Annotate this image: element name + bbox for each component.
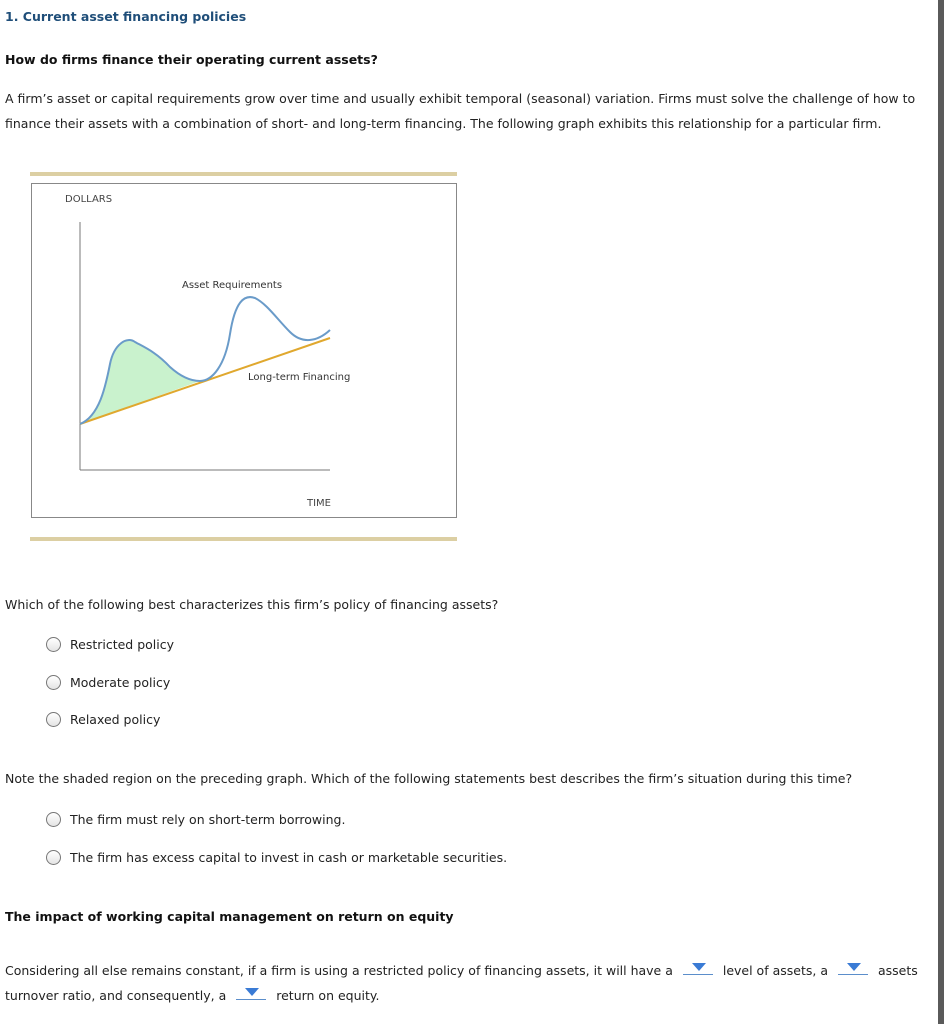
graph-svg bbox=[32, 184, 456, 517]
chevron-down-icon bbox=[692, 963, 706, 971]
intro-line-1: A firm’s asset or capital requirements grow over time and usually exhibit temporal (seasonal) variation. Firms must solve the challenge of how to bbox=[5, 91, 916, 106]
sentence-text-1: Considering all else remains constant, if a firm is using a restricted policy of financing assets, it will have a bbox=[5, 963, 673, 978]
option-short-term-borrowing[interactable] bbox=[46, 812, 345, 827]
sentence-text-3: assets bbox=[877, 963, 918, 978]
question-2-prompt: Note the shaded region on the preceding graph. Which of the following statements best describes the firm’s situation during this time? bbox=[5, 771, 853, 786]
section-heading: How do firms finance their operating current assets? bbox=[5, 52, 378, 67]
sentence-text-5: return on equity. bbox=[276, 988, 380, 1003]
option-relaxed-policy[interactable] bbox=[46, 712, 160, 727]
sentence-line-2 bbox=[5, 983, 930, 1008]
option-restricted-policy[interactable] bbox=[46, 637, 174, 652]
chevron-down-icon bbox=[245, 988, 259, 996]
asset-requirements-label: Asset Requirements bbox=[182, 280, 283, 291]
option-label: The firm has excess capital to invest in cash or marketable securities. bbox=[70, 850, 508, 865]
figure-bottom-rule bbox=[30, 537, 457, 541]
intro-line-2: finance their assets with a combination of short- and long-term financing. The following graph exhibits this relationship for a particular firm. bbox=[5, 116, 882, 131]
radio-button[interactable] bbox=[46, 850, 61, 865]
radio-button[interactable] bbox=[46, 637, 61, 652]
question-1-prompt: Which of the following best characterizes this firm’s policy of financing assets? bbox=[5, 597, 499, 612]
y-axis-label: DOLLARS bbox=[65, 194, 113, 205]
option-label: The firm must rely on short-term borrowing. bbox=[70, 812, 346, 827]
scrollbar[interactable] bbox=[938, 0, 944, 1024]
long-term-financing-label: Long-term Financing bbox=[248, 372, 351, 383]
chevron-down-icon bbox=[847, 963, 861, 971]
roe-dropdown[interactable] bbox=[236, 985, 266, 1000]
radio-button[interactable] bbox=[46, 712, 61, 727]
x-axis-label: TIME bbox=[307, 498, 332, 509]
option-label: Relaxed policy bbox=[70, 712, 161, 727]
sentence-text-4: turnover ratio, and consequently, a bbox=[5, 988, 227, 1003]
sentence-text-2: level of assets, a bbox=[722, 963, 828, 978]
asset-level-dropdown[interactable] bbox=[683, 960, 713, 975]
radio-button[interactable] bbox=[46, 812, 61, 827]
intro-paragraph bbox=[5, 86, 915, 136]
roe-section-heading: The impact of working capital management on return on equity bbox=[5, 909, 454, 924]
option-label: Restricted policy bbox=[70, 637, 175, 652]
option-label: Moderate policy bbox=[70, 675, 171, 690]
sentence-line-1 bbox=[5, 958, 930, 983]
figure-top-rule bbox=[30, 172, 457, 176]
option-moderate-policy[interactable] bbox=[46, 675, 170, 690]
turnover-ratio-dropdown[interactable] bbox=[838, 960, 868, 975]
shaded-region bbox=[80, 340, 200, 424]
option-excess-capital[interactable] bbox=[46, 850, 507, 865]
radio-button[interactable] bbox=[46, 675, 61, 690]
financing-graph bbox=[31, 183, 457, 518]
fill-in-sentence bbox=[5, 958, 930, 1008]
page-title: 1. Current asset financing policies bbox=[5, 9, 247, 24]
